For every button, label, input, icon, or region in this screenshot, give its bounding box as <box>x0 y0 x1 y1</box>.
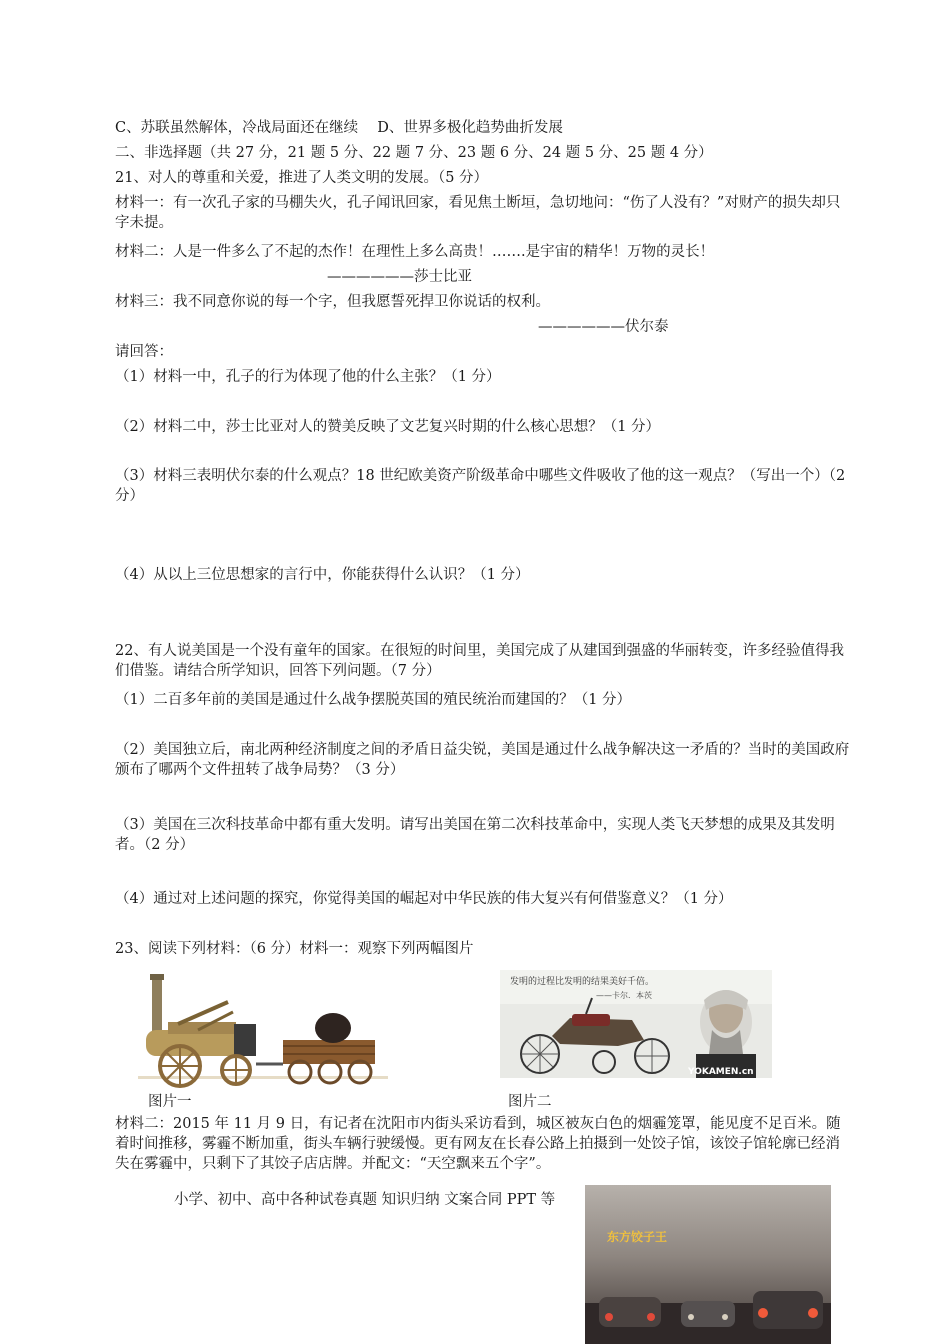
picture-one-locomotive <box>138 972 388 1088</box>
material-one: 材料一：有一次孔子家的马棚失火，孔子闻讯回家，看见焦土断垣，急切地问：“伤了人没有？”对财产的损失却只字未提。 <box>115 195 841 231</box>
material-three-source: ——————伏尔泰 <box>538 319 669 335</box>
section-two-heading: 二、非选择题（共 27 分，21 题 5 分、22 题 7 分、23 题 6 分、24 题 5 分、25 题 4 分） <box>115 145 713 161</box>
material-two-source: ——————莎士比亚 <box>327 269 472 285</box>
question-21-2: （2）材料二中，莎士比亚对人的赞美反映了文艺复兴时期的什么核心思想？（1 分） <box>115 419 661 435</box>
question-22: 22、有人说美国是一个没有童年的国家。在很短的时间里，美国完成了从建国到强盛的华丽转变，许多经验值得我们借鉴。请结合所学知识，回答下列问题。（7 分） <box>115 643 844 679</box>
question-21: 21、对人的尊重和关爱，推进了人类文明的发展。（5 分） <box>115 170 489 186</box>
please-answer: 请回答： <box>115 344 173 360</box>
picture-two-caption: 图片二 <box>508 1094 552 1110</box>
material-three: 材料三：我不同意你说的每一个字，但我愿誓死捍卫你说话的权利。 <box>115 294 550 310</box>
question-23: 23、阅读下列材料：（6 分）材料一：观察下列两幅图片 <box>115 941 474 957</box>
material-23-two: 材料二：2015 年 11 月 9 日，有记者在沈阳市内街头采访看到，城区被灰白色的烟霾笼罩，能见度不足百米。随着时间推移，雾霾不断加重，街头车辆行驶缓慢。更有网友在长春公路上拍摄到一处饺子馆，该饺子馆轮廓已经消失在雾霾中，只剩下了其饺子店店牌。并配文：“天空飘来五个字”。 <box>115 1116 841 1172</box>
footer-ad-text: 小学、初中、高中各种试卷真题 知识归纳 文案合同 PPT 等 <box>174 1192 556 1208</box>
picture-two-benz <box>500 970 772 1078</box>
option-c-d: C、苏联虽然解体，冷战局面还在继续 D、世界多极化趋势曲折发展 <box>115 120 563 136</box>
pic2-author-text: ——卡尔．本茨 <box>596 991 652 1000</box>
question-22-2: （2）美国独立后，南北两种经济制度之间的矛盾日益尖锐，美国是通过什么战争解决这一矛盾的？当时的美国政府颁布了哪两个文件扭转了战争局势？（3 分） <box>115 742 850 778</box>
material-two: 材料二：人是一件多么了不起的杰作！在理性上多么高贵！…….是宇宙的精华！万物的灵长！ <box>115 244 715 260</box>
picture-one-caption: 图片一 <box>148 1094 192 1110</box>
picture-three-smog <box>585 1185 831 1344</box>
pic2-quote-text: 发明的过程比发明的结果美好千倍。 <box>510 977 655 987</box>
question-21-4: （4）从以上三位思想家的言行中，你能获得什么认识？（1 分） <box>115 567 530 583</box>
question-22-4: （4）通过对上述问题的探究，你觉得美国的崛起对中华民族的伟大复兴有何借鉴意义？（1 分） <box>115 891 733 907</box>
question-22-1: （1）二百多年前的美国是通过什么战争摆脱英国的殖民统治而建国的？（1 分） <box>115 692 632 708</box>
question-21-1: （1）材料一中，孔子的行为体现了他的什么主张？（1 分） <box>115 369 501 385</box>
pic3-sign-text: 东方饺子王 <box>607 1230 668 1244</box>
question-21-3: （3）材料三表明伏尔泰的什么观点？18 世纪欧美资产阶级革命中哪些文件吸收了他的这一观点？（写出一个）（2 分） <box>115 468 846 504</box>
pic2-watermark-text: YOKAMEN.cn <box>688 1067 754 1077</box>
question-22-3: （3）美国在三次科技革命中都有重大发明。请写出美国在第二次科技革命中，实现人类飞天梦想的成果及其发明者。（2 分） <box>115 817 835 853</box>
